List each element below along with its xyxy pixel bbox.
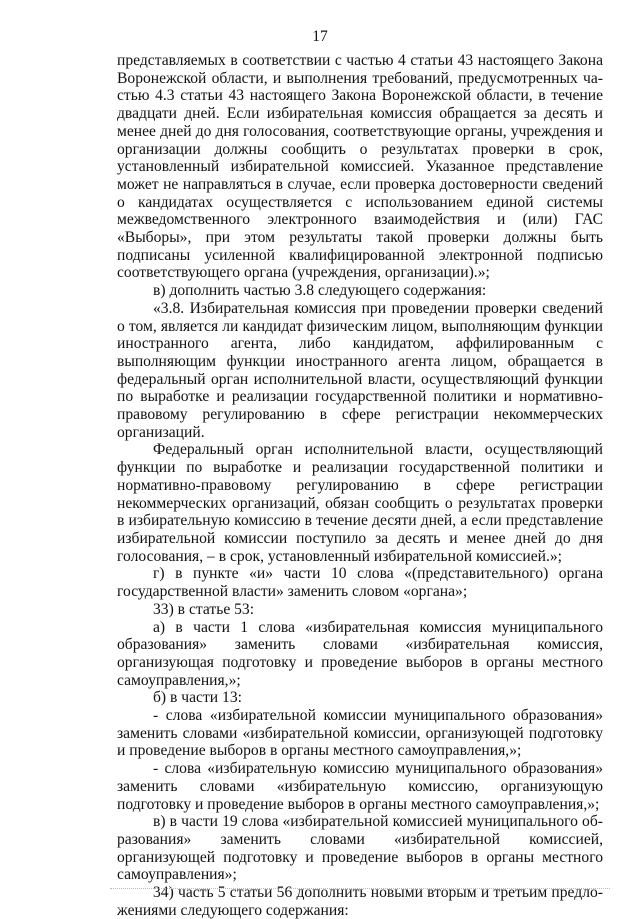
scan-border-line	[110, 888, 610, 889]
paragraph: Федеральный орган исполнительной власти, осуществляющий функции по выработке и реализации государственной политики и нормативно-правовому регулированию в сфере регистрации некоммерческих организаций, обязан сообщить о результатах проверки в избирательную комиссию в течение десяти дней, а если представление избирательной комиссии поступило за десять и менее дней до дня голосования, – в срок, установленный избирательной комиссией.»;	[117, 441, 603, 565]
paragraph: а) в части 1 слова «избирательная комиссия муниципального образования» заменить словами «избирательная комиссия, организующая подготовку и проведение выборов в органы местного самоуправления,»;	[117, 618, 603, 689]
paragraph: в) в части 19 слова «избирательной комиссией муниципального образования» заменить словами «избирательной комиссией, организующей подготовку и проведение выборов в органы местного самоуправления»;	[117, 813, 603, 884]
paragraph: «3.8. Избирательная комиссия при проведении проверки сведений о том, является ли кандидат физическим лицом, выполняющим функции иностранного агента, либо кандидатом, аффилированным с выполняющим функции иностранного агента лицом, обращается в федеральный орган исполнительной власти, осуществляющий функции по выработке и реализации государственной политики и нормативно-правовому регулированию в сфере регистрации некоммерческих организаций.	[117, 299, 603, 441]
paragraph: - слова «избирательную комиссию муниципального образования» заменить словами «избирательную комиссию, организующую подготовку и проведение выборов в органы местного самоуправления,»;	[117, 760, 603, 813]
paragraph: г) в пункте «и» части 10 слова «(представительного) органа государственной власти» заменить словом «органа»;	[117, 565, 603, 601]
paragraph: в) дополнить частью 3.8 следующего содержания:	[153, 282, 487, 300]
paragraph: 33) в статье 53:	[153, 600, 255, 618]
document-body	[117, 52, 603, 919]
page-number: 17	[312, 28, 328, 45]
paragraph: б) в части 13:	[153, 689, 242, 707]
paragraph: представляемых в соответствии с частью 4 статьи 43 настоящего Закона Воронежской области, и выполнения требований, предусмотренных частью 4.3 статьи 43 настоящего Закона Воронежской области, в течение двадцати дней. Если избирательная комиссия обращается за десять и менее дней до дня голосования, соответствующие органы, учреждения и организации должны сообщить о результатах проверки в срок, установленный избирательной комиссией. Указанное представление может не направляться в случае, если проверка достоверности сведений о кандидатах осуществляется с использованием единой системы межведомственного электронного взаимодействия и (или) ГАС «Выборы», при этом результаты такой проверки должны быть подписаны усиленной квалифицированной электронной подписью соответствующего органа (учреждения, организации).»;	[117, 52, 603, 282]
paragraph: 34) часть 5 статьи 56 дополнить новыми вторым и третьим предложениями следующего содержания:	[117, 884, 603, 919]
paragraph: - слова «избирательной комиссии муниципального образования» заменить словами «избирательной комиссии, организующей подготовку и проведение выборов в органы местного самоуправления,»;	[117, 707, 603, 760]
